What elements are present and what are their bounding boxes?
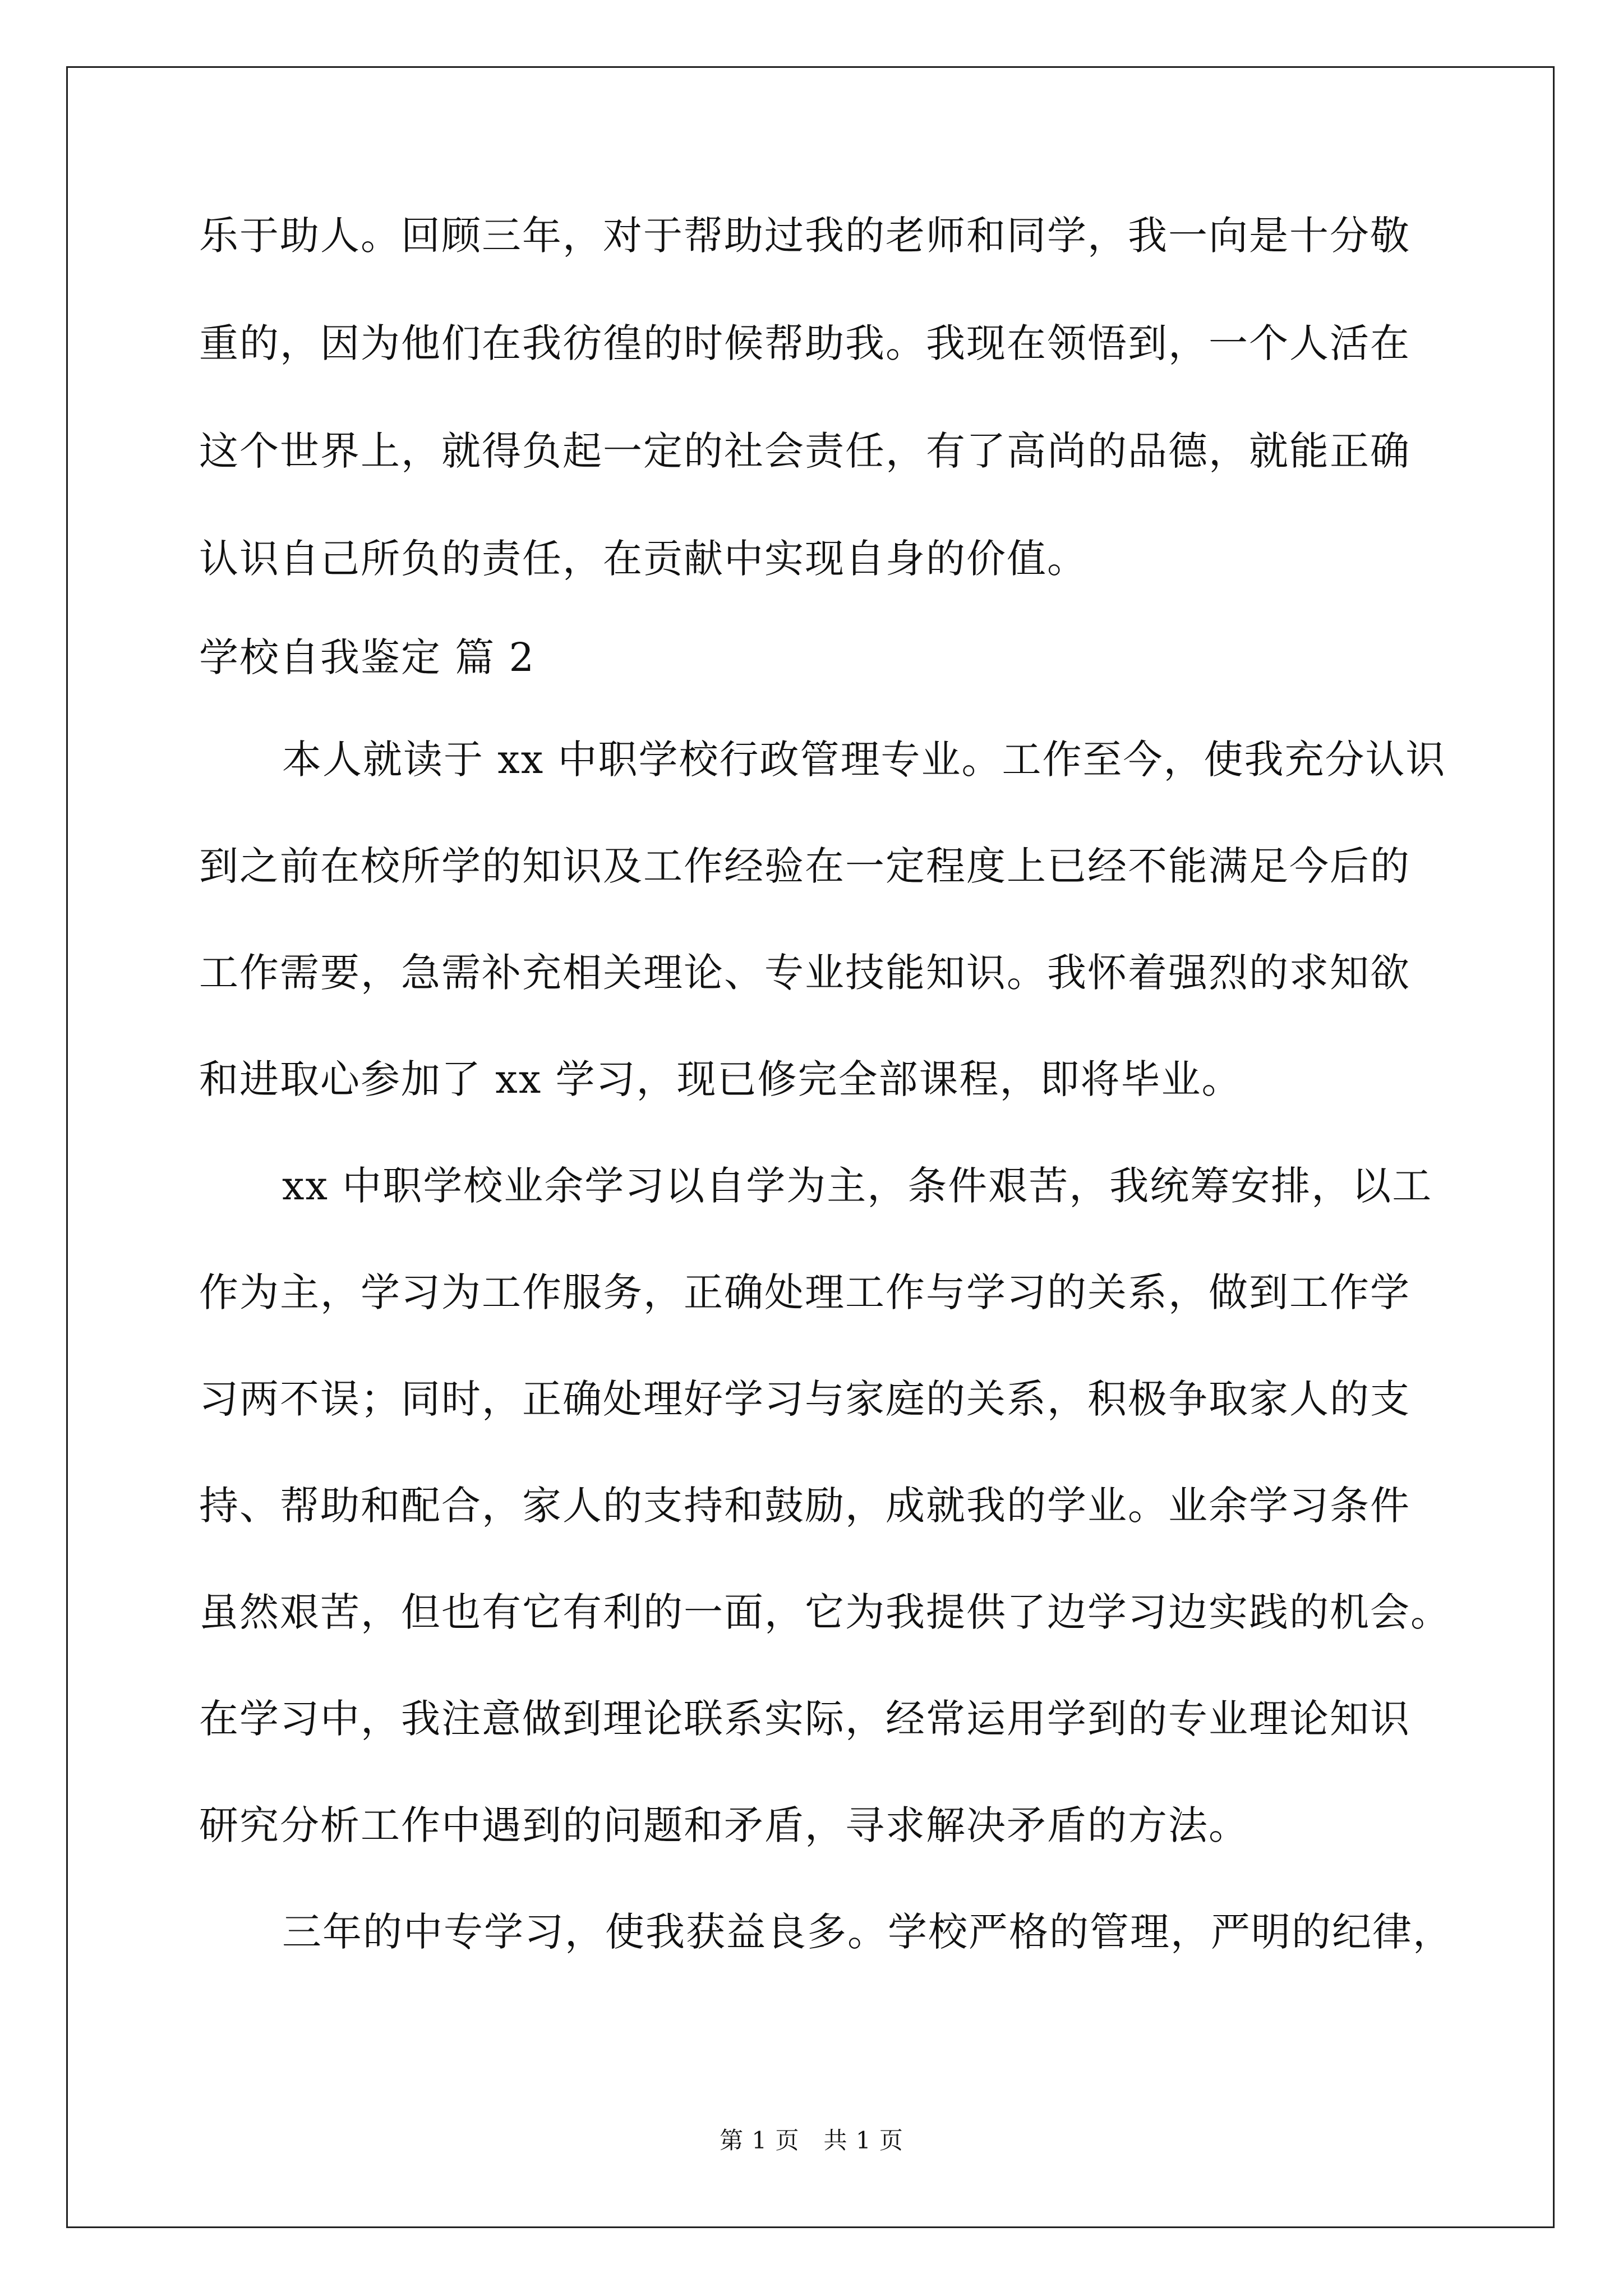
text-line: 到之前在校所学的知识及工作经验在一定程度上已经不能满足今后的 <box>199 843 1410 889</box>
text-line: 重的，因为他们在我彷徨的时候帮助我。我现在领悟到，一个人活在 <box>199 320 1410 366</box>
text-line: 这个世界上，就得负起一定的社会责任，有了高尚的品德，就能正确 <box>199 428 1410 474</box>
text-line: 和进取心参加了 xx 学习，现已修完全部课程，即将毕业。 <box>199 1056 1242 1102</box>
text-line: 在学习中，我注意做到理论联系实际，经常运用学到的专业理论知识 <box>199 1696 1410 1742</box>
text-line: 认识自己所负的责任，在贡献中实现自身的价值。 <box>199 536 1087 582</box>
text-line: 习两不误；同时，正确处理好学习与家庭的关系，积极争取家人的支 <box>199 1376 1410 1422</box>
page-footer: 第 1 页 共 1 页 <box>720 2127 903 2154</box>
text-line: 乐于助人。回顾三年，对于帮助过我的老师和同学，我一向是十分敬 <box>199 213 1410 259</box>
paragraph-first-line: xx 中职学校业余学习以自学为主，条件艰苦，我统筹安排，以工 <box>282 1163 1433 1209</box>
text-line: 研究分析工作中遇到的问题和矛盾，寻求解决矛盾的方法。 <box>199 1802 1249 1848</box>
text-line: 虽然艰苦，但也有它有利的一面，它为我提供了边学习边实践的机会。 <box>199 1589 1451 1635</box>
page-border <box>66 66 1555 2228</box>
paragraph-first-line: 本人就读于 xx 中职学校行政管理专业。工作至今，使我充分认识 <box>282 737 1446 783</box>
paragraph-first-line: 三年的中专学习，使我获益良多。学校严格的管理，严明的纪律， <box>282 1909 1453 1955</box>
text-line: 持、帮助和配合，家人的支持和鼓励，成就我的学业。业余学习条件 <box>199 1483 1410 1529</box>
text-line: 工作需要，急需补充相关理论、专业技能知识。我怀着强烈的求知欲 <box>199 950 1410 996</box>
text-line: 作为主，学习为工作服务，正确处理工作与学习的关系，做到工作学 <box>199 1269 1410 1315</box>
section-heading: 学校自我鉴定 篇 2 <box>199 634 536 680</box>
